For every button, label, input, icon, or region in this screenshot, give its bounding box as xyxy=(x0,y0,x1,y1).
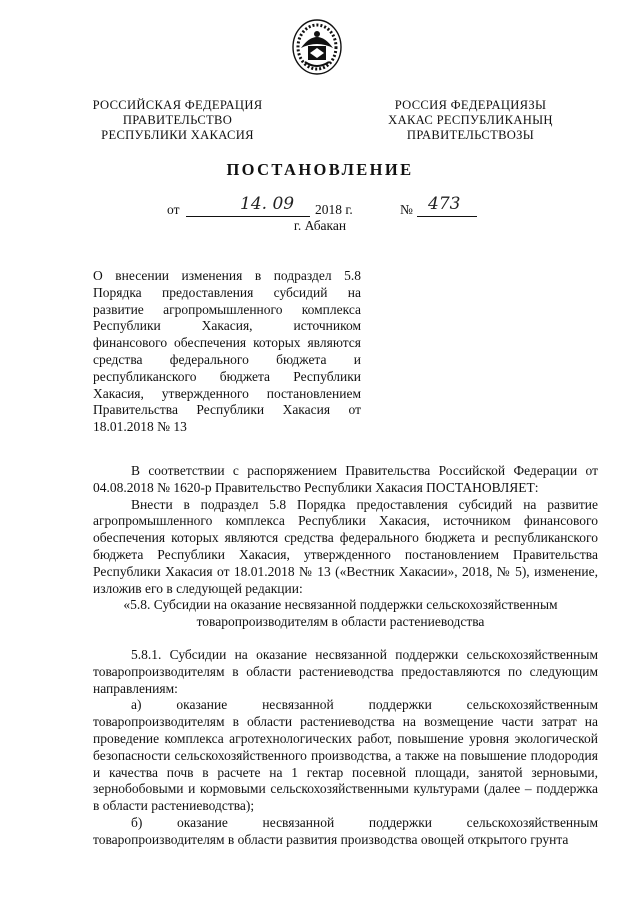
document-body xyxy=(93,463,598,849)
list-item-b: б) оказание несвязанной поддержки сельскохозяйственным товаропроизводителям в области развития производства овощей открытого грунта xyxy=(93,814,598,847)
header-right xyxy=(363,98,578,143)
date-from-label: от xyxy=(167,202,180,217)
date-year: 2018 г. xyxy=(315,202,353,217)
paragraph-5-8-1: 5.8.1. Субсидии на оказание несвязанной поддержки сельскохозяйственным товаропроизводителям в области растениеводства предоставляются по следующим направлениям: xyxy=(93,646,598,696)
header-right-line-1: РОССИЯ ФЕДЕРАЦИЯЗЫ xyxy=(394,98,547,112)
number-handwritten: 473 xyxy=(428,194,461,214)
date-handwritten: 14. 09 xyxy=(240,194,295,214)
coat-of-arms-emblem xyxy=(291,18,343,76)
document-title: ПОСТАНОВЛЕНИЕ xyxy=(226,160,414,179)
paragraph-amendment: Внести в подраздел 5.8 Порядка предоставления субсидий на развитие агропромышленного комплекса Республики Хакасия, источником финансового обеспечения которых являются средства федерального бюджета и республиканского бюджета Республики Хакасия, утвержденного постановлением Правительства Республики Хакасия от 18.01.2018 № 13 («Вестник Хакасии», 2018, № 5), изменение, изложив его в следующей редакции: xyxy=(93,496,598,596)
city-label: г. Абакан xyxy=(293,218,347,233)
header-left-line-1: РОССИЙСКАЯ ФЕДЕРАЦИЯ xyxy=(92,98,263,112)
list-item-a: а) оказание несвязанной поддержки сельскохозяйственным товаропроизводителям в области растениеводства на возмещение части затрат на проведение комплекса агротехнологических работ, повышение уровня экологической безопасности сельскохозяйственного производства, а также на повышение плодородия и качества почв в расчете на 1 гектар посевной площади, занятой зерновыми, зернобобовыми и кормовыми сельскохозяйственными культурами (далее – поддержка в области растениеводства); xyxy=(93,697,598,814)
header-right-line-3: ПРАВИТЕЛЬСТВОЗЫ xyxy=(406,128,535,142)
section-title: «5.8. Субсидии на оказание несвязанной поддержки сельскохозяйственным товаропроизводителям в области растениеводства xyxy=(123,597,558,630)
paragraph-preamble: В соответствии с распоряжением Правительства Российской Федерации от 04.08.2018 № 1620-р Правительство Республики Хакасия ПОСТАНОВЛЯЕТ: xyxy=(93,463,598,495)
header-left-line-3: РЕСПУБЛИКИ ХАКАСИЯ xyxy=(101,128,254,142)
header-left xyxy=(70,98,285,143)
header-left-line-2: ПРАВИТЕЛЬСТВО xyxy=(122,113,233,127)
header-right-line-2: ХАКАС РЕСПУБЛИКАНЫҢ xyxy=(388,113,553,127)
number-label: № xyxy=(400,202,413,217)
document-subject: О внесении изменения в подраздел 5.8 Порядка предоставления субсидий на развитие агропромышленного комплекса Республики Хакасия, источником финансового обеспечения которых являются средства федерального бюджета и республиканского бюджета Республики Хакасия, утвержденного постановлением Правительства Республики Хакасия от 18.01.2018 № 13 xyxy=(93,268,361,435)
